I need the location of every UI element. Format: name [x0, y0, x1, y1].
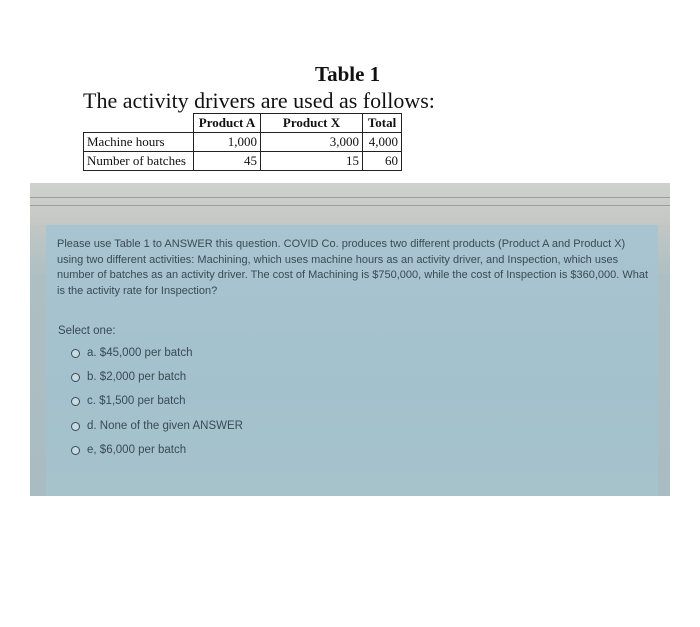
answer-option-e[interactable]: [71, 444, 186, 456]
table-title: Table 1: [315, 62, 381, 86]
table-header-total: Total: [363, 114, 402, 133]
option-letter: d.: [87, 420, 97, 432]
cell-product-x: 3,000: [261, 133, 363, 152]
radio-button[interactable]: [71, 349, 80, 358]
table-row: [84, 152, 402, 171]
activity-drivers-table: [83, 113, 402, 171]
option-letter: c.: [87, 395, 96, 407]
row-label: Machine hours: [84, 133, 194, 152]
table-caption: The activity drivers are used as follows:: [83, 88, 435, 113]
cell-product-x: 15: [261, 152, 363, 171]
option-text: $2,000 per batch: [99, 371, 187, 383]
option-text: $1,500 per batch: [99, 395, 186, 407]
question-text: Please use Table 1 to ANSWER this question. COVID Co. produces two different products (Product A and Product X) using two different activities: Machining, which uses machine hours as an activity driver, and Inspection, which uses number of batches as an activity driver. The cost of Machining is $750,000, while the cost of Inspection is $360,000. What is the activity rate for Inspection?: [57, 238, 649, 297]
option-letter: e,: [87, 444, 97, 456]
answer-option-c[interactable]: [71, 395, 185, 407]
option-letter: b.: [87, 371, 97, 383]
divider: [30, 205, 670, 206]
radio-button[interactable]: [71, 373, 80, 382]
table-row: [84, 133, 402, 152]
answer-option-d[interactable]: [71, 420, 243, 432]
radio-button[interactable]: [71, 397, 80, 406]
radio-button[interactable]: [71, 446, 80, 455]
table-header-product-a: Product A: [194, 114, 261, 133]
cell-product-a: 45: [194, 152, 261, 171]
option-text: $6,000 per batch: [99, 444, 187, 456]
cell-total: 4,000: [363, 133, 402, 152]
answer-option-b[interactable]: [71, 371, 186, 383]
table-header-product-x: Product X: [261, 114, 363, 133]
table-header-blank: [84, 114, 194, 133]
option-letter: a.: [87, 347, 97, 359]
divider: [30, 197, 670, 198]
row-label: Number of batches: [84, 152, 194, 171]
option-text: None of the given ANSWER: [99, 420, 243, 432]
answer-option-a[interactable]: [71, 347, 193, 359]
question-panel: [46, 225, 658, 496]
cell-total: 60: [363, 152, 402, 171]
screen-photo: [30, 183, 670, 496]
radio-button[interactable]: [71, 422, 80, 431]
table-header-row: [84, 114, 402, 133]
option-text: $45,000 per batch: [99, 347, 193, 359]
screen-top-band: [30, 183, 670, 225]
cell-product-a: 1,000: [194, 133, 261, 152]
select-one-label: Select one:: [58, 325, 116, 337]
